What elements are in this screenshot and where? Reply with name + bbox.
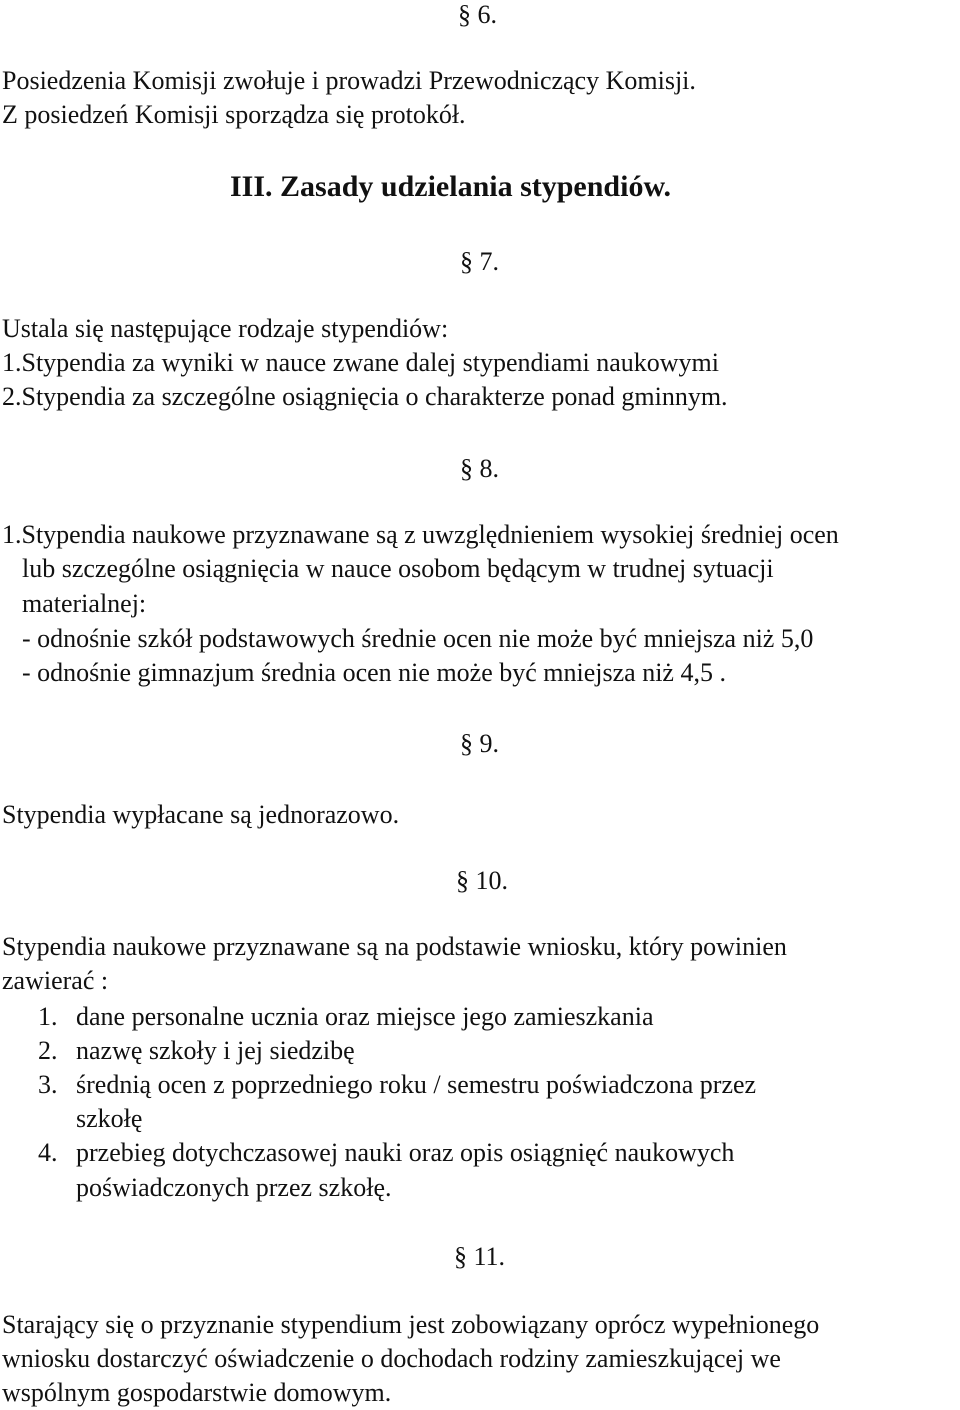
list-item-text: dane personalne ucznia oraz miejsce jego zamieszkania: [76, 1002, 654, 1031]
paragraph-6-line-2: Z posiedzeń Komisji sporządza się protokół.: [2, 100, 466, 129]
paragraph-11-line-1: Starający się o przyznanie stypendium jest zobowiązany oprócz wypełnionego: [2, 1310, 820, 1339]
section-8-heading: § 8.: [460, 454, 499, 483]
list-item-number: 1.: [38, 1002, 58, 1031]
list-item-text-continued: szkołę: [76, 1104, 143, 1133]
paragraph-11-line-3: wspólnym gospodarstwie domowym.: [2, 1378, 392, 1407]
list-item-text: nazwę szkoły i jej siedzibę: [76, 1036, 355, 1065]
list-item-number: 4.: [38, 1138, 58, 1167]
paragraph-9: Stypendia wypłacane są jednorazowo.: [2, 800, 400, 829]
section-11-heading: § 11.: [454, 1242, 506, 1271]
paragraph-7-line-3: 2.Stypendia za szczególne osiągnięcia o charakterze ponad gminnym.: [2, 382, 728, 411]
paragraph-10-intro-line-2: zawierać :: [2, 966, 109, 995]
paragraph-8-line-2: lub szczególne osiągnięcia w nauce osobom będącym w trudnej sytuacji: [22, 554, 774, 583]
paragraph-7-line-1: Ustala się następujące rodzaje stypendiów:: [2, 314, 449, 343]
paragraph-7-line-2: 1.Stypendia za wyniki w nauce zwane dalej stypendiami naukowymi: [2, 348, 719, 377]
paragraph-6-line-1: Posiedzenia Komisji zwołuje i prowadzi Przewodniczący Komisji.: [2, 66, 696, 95]
paragraph-8-line-5: - odnośnie gimnazjum średnia ocen nie może być mniejsza niż 4,5 .: [22, 658, 726, 687]
list-item-text-continued: poświadczonych przez szkołę.: [76, 1173, 392, 1202]
list-item-text: przebieg dotychczasowej nauki oraz opis osiągnięć naukowych: [76, 1138, 735, 1167]
paragraph-8-line-3: materialnej:: [22, 589, 147, 618]
list-item-text: średnią ocen z poprzedniego roku / semestru poświadczona przez: [76, 1070, 757, 1099]
paragraph-8-line-1: 1.Stypendia naukowe przyznawane są z uwzględnieniem wysokiej średniej ocen: [2, 520, 839, 549]
chapter-heading: III. Zasady udzielania stypendiów.: [230, 170, 671, 203]
section-6-heading: § 6.: [458, 0, 497, 29]
list-item-number: 2.: [38, 1036, 58, 1065]
section-9-heading: § 9.: [460, 729, 499, 758]
paragraph-8-line-4: - odnośnie szkół podstawowych średnie ocen nie może być mniejsza niż 5,0: [22, 624, 814, 653]
section-10-heading: § 10.: [456, 866, 508, 895]
section-7-heading: § 7.: [460, 247, 499, 276]
paragraph-10-intro-line-1: Stypendia naukowe przyznawane są na podstawie wniosku, który powinien: [2, 932, 787, 961]
list-item-number: 3.: [38, 1070, 58, 1099]
paragraph-11-line-2: wniosku dostarczyć oświadczenie o dochodach rodziny zamieszkującej we: [2, 1344, 781, 1373]
